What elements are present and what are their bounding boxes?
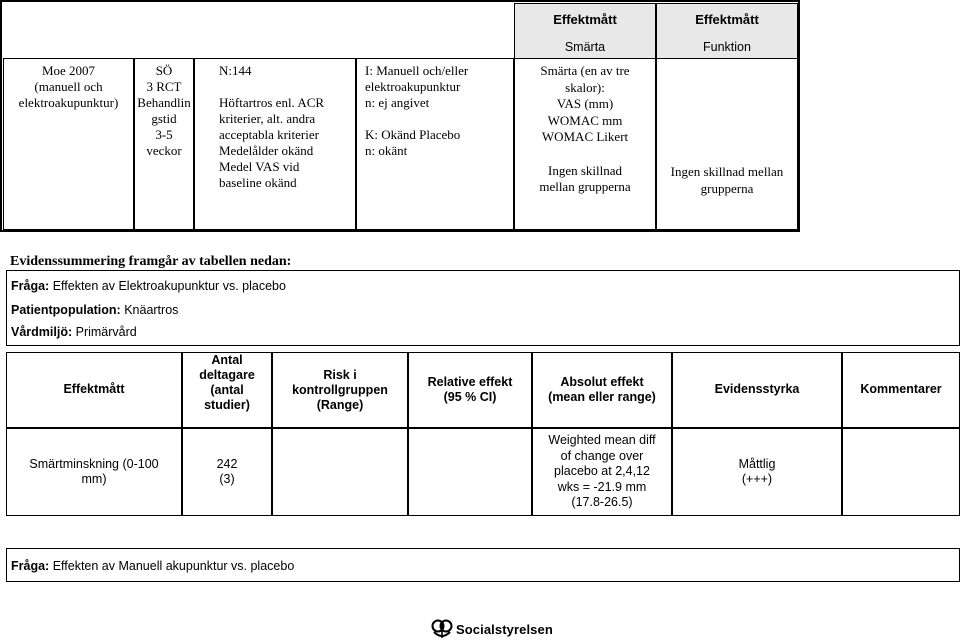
header-function-group: Effektmått bbox=[695, 12, 759, 27]
next-question-label: Fråga: bbox=[11, 559, 50, 573]
header-pain bbox=[514, 3, 656, 59]
cell-design bbox=[134, 58, 194, 230]
header-pain-sub: Smärta bbox=[564, 40, 606, 54]
cell-function bbox=[656, 58, 798, 230]
header-function bbox=[656, 3, 798, 59]
population-line bbox=[11, 303, 178, 317]
intervention-text: I: Manuell och/eller elektroakupunktur n: ej angivet K: Okänd Placebo n: okänt bbox=[365, 63, 469, 158]
summary-header-absolute-text: Absolut effekt (mean eller range) bbox=[548, 375, 656, 404]
socialstyrelsen-logo bbox=[430, 618, 553, 640]
summary-header-comments bbox=[842, 352, 960, 428]
logo-emblem-icon bbox=[430, 618, 454, 640]
summary-cell-participants bbox=[182, 428, 272, 516]
cell-study bbox=[3, 58, 134, 230]
summary-header-strength-text: Evidensstyrka bbox=[714, 382, 800, 396]
cell-population bbox=[194, 58, 356, 230]
summary-outcome-text: Smärtminskning (0-100 mm) bbox=[29, 457, 159, 486]
summary-strength-text: Måttlig (+++) bbox=[738, 457, 776, 486]
summary-header-outcome bbox=[6, 352, 182, 428]
summary-cell-strength bbox=[672, 428, 842, 516]
summary-header-strength bbox=[672, 352, 842, 428]
summary-header-control-risk bbox=[272, 352, 408, 428]
population-label: Patientpopulation: bbox=[11, 303, 121, 317]
logo-text: Socialstyrelsen bbox=[456, 621, 553, 637]
summary-header-participants bbox=[182, 352, 272, 428]
next-question-value: Effekten av Manuell akupunktur vs. placebo bbox=[52, 559, 295, 573]
summary-header-outcome-text: Effektmått bbox=[63, 382, 125, 396]
summary-participants-text: 242 (3) bbox=[216, 457, 238, 486]
setting-value: Primärvård bbox=[75, 325, 137, 339]
summary-header-control-risk-text: Risk i kontrollgruppen (Range) bbox=[292, 368, 388, 412]
cell-intervention bbox=[356, 58, 514, 230]
population-text: N:144 Höftartros enl. ACR kriterier, alt. andra acceptabla kriterier Medelålder okänd Medel VAS vid baseline okänd bbox=[219, 63, 325, 190]
question-line bbox=[11, 279, 286, 293]
cell-pain bbox=[514, 58, 656, 230]
function-text: Ingen skillnad mellan grupperna bbox=[670, 164, 784, 196]
summary-header-relative bbox=[408, 352, 532, 428]
setting-line bbox=[11, 325, 137, 339]
summary-cell-outcome bbox=[6, 428, 182, 516]
summary-cell-absolute bbox=[532, 428, 672, 516]
summary-header-comments-text: Kommentarer bbox=[860, 382, 942, 396]
design-text: SÖ 3 RCT Behandlin gstid 3-5 veckor bbox=[137, 63, 191, 158]
summary-header-absolute bbox=[532, 352, 672, 428]
pain-text: Smärta (en av tre skalor): VAS (mm) WOMAC mm WOMAC Likert Ingen skillnad mellan grupperna bbox=[539, 63, 631, 195]
next-question-block bbox=[6, 548, 960, 582]
header-function-sub: Funktion bbox=[703, 40, 751, 54]
summary-cell-relative bbox=[408, 428, 532, 516]
study-text: Moe 2007 (manuell och elektroakupunktur) bbox=[18, 63, 119, 110]
summary-header-participants-text: Antal deltagare (antal studier) bbox=[199, 353, 255, 412]
setting-label: Vårdmiljö: bbox=[11, 325, 73, 339]
evidence-heading: Evidenssummering framgår av tabellen nedan: bbox=[10, 254, 292, 269]
summary-cell-comments bbox=[842, 428, 960, 516]
population-value: Knäartros bbox=[124, 303, 179, 317]
summary-cell-control-risk bbox=[272, 428, 408, 516]
question-block bbox=[6, 270, 960, 346]
question-value: Effekten av Elektroakupunktur vs. placebo bbox=[52, 279, 286, 293]
next-question-line bbox=[11, 559, 294, 573]
header-blank bbox=[3, 3, 514, 59]
summary-header-relative-text: Relative effekt (95 % CI) bbox=[427, 375, 513, 404]
header-pain-group: Effektmått bbox=[553, 12, 617, 27]
question-label: Fråga: bbox=[11, 279, 50, 293]
summary-absolute-text: Weighted mean diff of change over placebo at 2,4,12 wks = -21.9 mm (17.8-26.5) bbox=[548, 433, 656, 509]
